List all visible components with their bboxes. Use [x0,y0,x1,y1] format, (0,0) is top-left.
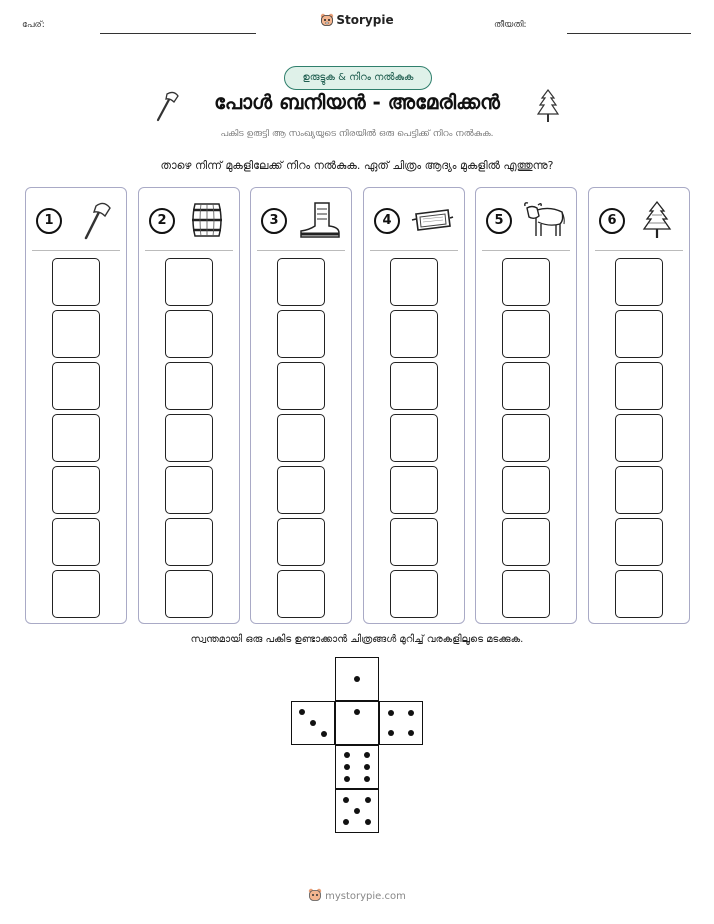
color-box[interactable] [502,570,550,618]
color-box[interactable] [165,362,213,410]
column-divider [257,250,345,251]
storypie-logo-icon [308,888,322,902]
color-box[interactable] [52,414,100,462]
boot-icon [297,200,341,240]
color-box[interactable] [390,518,438,566]
dice-face-1 [335,657,379,701]
activity-tag: ഉരുട്ടുക & നിറം നൽകുക [284,66,432,90]
page-title: പോൾ ബനിയൻ - അമേരിക്കൻ [214,90,500,114]
column-divider [145,250,233,251]
column-3 [250,187,352,624]
color-box[interactable] [615,570,663,618]
brand [0,13,714,27]
color-box[interactable] [277,310,325,358]
date-line[interactable] [567,33,691,34]
date-label: തീയതി: [494,20,527,30]
column-6 [588,187,690,624]
color-box[interactable] [277,258,325,306]
color-box[interactable] [277,362,325,410]
color-box[interactable] [390,466,438,514]
column-divider [32,250,120,251]
column-4 [363,187,465,624]
color-box[interactable] [615,466,663,514]
dice-face-4 [379,701,423,745]
dice-face-6 [335,745,379,789]
pan-icon [410,200,454,240]
dice-face-1b [335,701,379,745]
column-5 [475,187,577,624]
color-box[interactable] [165,570,213,618]
color-box[interactable] [277,518,325,566]
ox-icon [522,200,566,240]
color-box[interactable] [52,466,100,514]
color-box[interactable] [390,258,438,306]
title-tree-icon [536,88,560,124]
color-box[interactable] [615,258,663,306]
color-box[interactable] [52,518,100,566]
column-divider [370,250,458,251]
color-box[interactable] [52,310,100,358]
color-box[interactable] [502,362,550,410]
column-number: 1 [36,208,62,234]
color-box[interactable] [390,414,438,462]
color-box[interactable] [277,570,325,618]
color-box[interactable] [390,310,438,358]
color-box[interactable] [165,258,213,306]
storypie-logo-icon [320,13,334,27]
brand-name: Storypie [336,13,394,27]
column-1 [25,187,127,624]
barrel-icon [185,200,229,240]
color-box[interactable] [615,362,663,410]
subtitle: പകിട ഉരുട്ടി ആ സംഖ്യയുടെ നിരയിൽ ഒരു പെട്ടിക്ക് നിറം നൽകുക. [220,129,494,139]
column-number: 6 [599,208,625,234]
color-box[interactable] [52,258,100,306]
color-box[interactable] [502,518,550,566]
column-number: 5 [486,208,512,234]
color-box[interactable] [277,466,325,514]
color-box[interactable] [502,466,550,514]
column-number: 2 [149,208,175,234]
column-divider [482,250,570,251]
color-box[interactable] [52,362,100,410]
color-box[interactable] [502,310,550,358]
column-2 [138,187,240,624]
column-number: 3 [261,208,287,234]
color-box[interactable] [165,310,213,358]
dice-instruction: സ്വന്തമായി ഒരു പകിട ഉണ്ടാക്കാൻ ചിത്രങ്ങൾ മുറിച്ച് വരകളിലൂടെ മടക്കുക. [190,634,524,645]
pine-tree-icon [635,200,679,240]
name-line[interactable] [100,33,256,34]
color-box[interactable] [502,414,550,462]
color-box[interactable] [615,414,663,462]
color-box[interactable] [502,258,550,306]
color-box[interactable] [277,414,325,462]
dice-face-5 [335,789,379,833]
color-box[interactable] [615,518,663,566]
color-box[interactable] [390,570,438,618]
column-number: 4 [374,208,400,234]
footer [0,888,714,902]
color-box[interactable] [52,570,100,618]
color-box[interactable] [165,414,213,462]
dice-face-3 [291,701,335,745]
color-box[interactable] [165,518,213,566]
color-box[interactable] [615,310,663,358]
footer-link[interactable]: mystorypie.com [325,891,406,902]
column-divider [595,250,683,251]
name-label: പേര്: [22,20,45,30]
color-box[interactable] [390,362,438,410]
question: താഴെ നിന്ന് മുകളിലേക്ക് നിറം നൽകുക. ഏത് ചിത്രം ആദ്യം മുകളിൽ എത്തുന്നു? [160,159,554,172]
color-box[interactable] [165,466,213,514]
axe-icon [72,200,116,240]
